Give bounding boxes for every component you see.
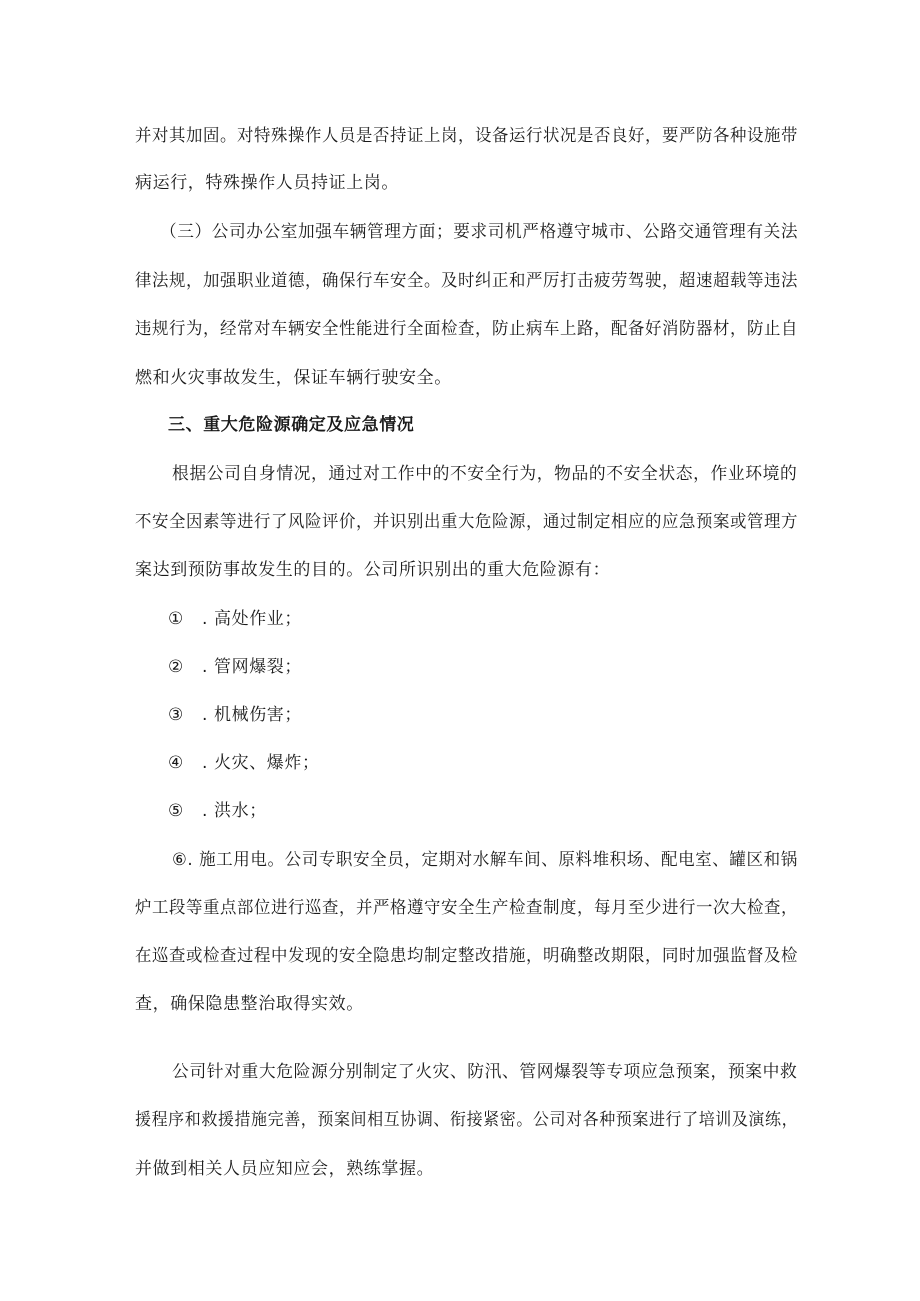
hazard-item <box>168 607 302 631</box>
hazard-item <box>168 799 267 823</box>
paragraph-3-line-3: 案达到预防事故发生的目的。公司所识别出的重大危险源有： <box>135 560 611 580</box>
paragraph-5-line-3: 并做到相关人员应知应会，熟练掌握。 <box>135 1159 435 1179</box>
paragraph-3-line-2: 不安全因素等进行了风险评价，并识别出重大危险源，通过制定相应的应急预案或管理方 <box>135 512 799 532</box>
paragraph-3-line-1: 根据公司自身情况，通过对工作中的不安全行为，物品的不安全状态，作业环境的 <box>172 464 798 484</box>
hazard-item-number: ① <box>168 609 184 629</box>
paragraph-4-line-1: ⑥. 施工用电。公司专职安全员，定期对水解车间、原料堆积场、配电室、罐区和锅 <box>172 850 798 870</box>
paragraph-2-line-3: 违规行为，经常对车辆安全性能进行全面检查，防止病车上路，配备好消防器材，防止自 <box>135 319 799 339</box>
hazard-item-text: . 高处作业； <box>202 609 303 629</box>
paragraph-2-line-4: 燃和火灾事故发生，保证车辆行驶安全。 <box>135 368 452 388</box>
hazard-item-number: ④ <box>168 753 184 773</box>
hazard-item-text: . 火灾、爆炸； <box>202 753 320 773</box>
hazard-item <box>168 703 302 727</box>
paragraph-4-line-3: 在巡查或检查过程中发现的安全隐患均制定整改措施，明确整改期限，同时加强监督及检 <box>135 946 799 966</box>
hazard-item-text: . 洪水； <box>202 801 267 821</box>
paragraph-2-line-1: （三）公司办公室加强车辆管理方面；要求司机严格遵守城市、公路交通管理有关法 <box>160 222 799 242</box>
paragraph-4-line-2: 炉工段等重点部位进行巡查，并严格遵守安全生产检查制度，每月至少进行一次大检查， <box>135 898 799 918</box>
paragraph-4-line-4: 查，确保隐患整治取得实效。 <box>135 994 364 1014</box>
hazard-item-number: ③ <box>168 705 184 725</box>
section-heading: 三、重大危险源确定及应急情况 <box>168 415 415 435</box>
hazard-item-text: . 机械伤害； <box>202 705 303 725</box>
paragraph-5-line-1: 公司针对重大危险源分别制定了火灾、防汛、管网爆裂等专项应急预案，预案中救 <box>172 1062 798 1082</box>
hazard-item <box>168 751 320 775</box>
hazard-item-text: . 管网爆裂； <box>202 657 303 677</box>
paragraph-2-line-2: 律法规，加强职业道德，确保行车安全。及时纠正和严厉打击疲劳驾驶，超速超载等违法 <box>135 271 799 291</box>
paragraph-1-line-2: 病运行，特殊操作人员持证上岗。 <box>135 173 399 193</box>
hazard-item-number: ⑤ <box>168 801 184 821</box>
hazard-item <box>168 655 302 679</box>
paragraph-1-line-1: 并对其加固。对特殊操作人员是否持证上岗，设备运行状况是否良好，要严防各种设施带 <box>135 126 799 146</box>
hazard-item-number: ② <box>168 657 184 677</box>
paragraph-5-line-2: 援程序和救援措施完善，预案间相互协调、衔接紧密。公司对各种预案进行了培训及演练， <box>135 1110 799 1130</box>
